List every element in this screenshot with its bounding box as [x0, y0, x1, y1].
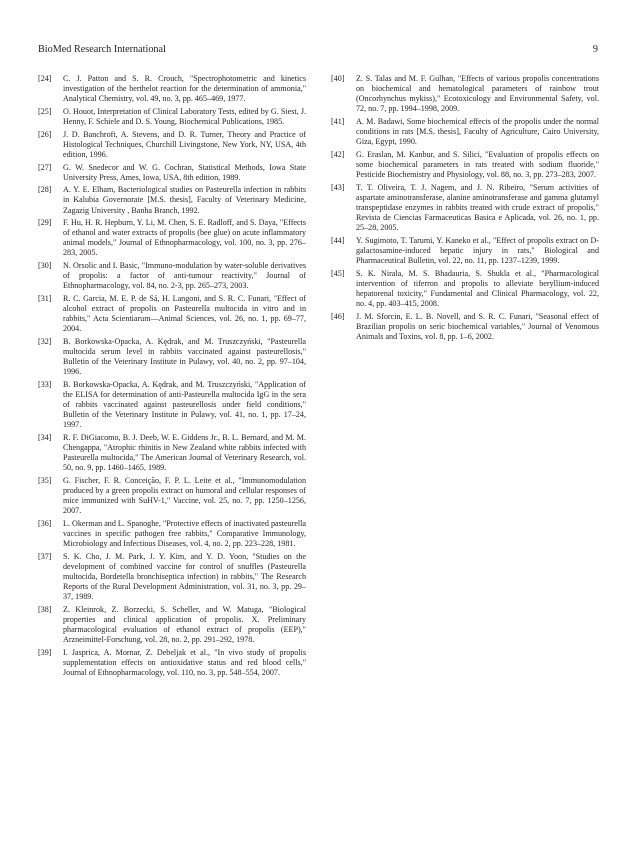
reference-number: [42]	[331, 149, 345, 159]
reference-number: [37]	[38, 551, 52, 561]
reference-item	[331, 74, 599, 114]
reference-number: [38]	[38, 604, 52, 614]
reference-item	[38, 552, 306, 602]
reference-text: B. Borkowska-Opacka, A. Kędrak, and M. Truszczyński, "Application of the ELISA for determination of anti-Pasteurella multocida IgG in the sera of rabbits vaccinated against pasteurellosis under field conditions," Bulletin of the Veterinary Institute in Pulawy, vol. 41, no. 1, pp. 17–24, 1997.	[63, 379, 306, 430]
reference-text: T. T. Oliveira, T. J. Nagem, and J. N. Ribeiro, "Serum activities of aspartate aminotransferase, alanine aminotransferase and gamma glutamyl transpeptidase enzymes in rabbits treated with crude extract of propolis," Revista de Ciencias Farmaceuticas Basica e Aplicada, vol. 26, no. 1, pp. 25–28, 2005.	[356, 182, 599, 233]
reference-text: N. Orsolic and I. Basic, "Immuno-modulation by water-soluble derivatives of propolis: a factor of anti-tumour reactivity," Journal of Ethnopharmacology, vol. 84, no. 2-3, pp. 265–273, 2003.	[63, 261, 306, 291]
reference-item	[38, 261, 306, 291]
reference-text: S. K. Nirala, M. S. Bhadauria, S. Shukla et al., "Pharmacological intervention of tiferron and propolis to alleviate beryllium-induced hepatorenal toxicity," Fundamental and Clinical Pharmacology, vol. 22, no. 4, pp. 403–415, 2008.	[356, 268, 599, 308]
reference-number: [31]	[38, 294, 52, 304]
reference-item	[331, 269, 599, 309]
references-left-column	[38, 74, 306, 681]
reference-number: [24]	[38, 74, 52, 83]
reference-item	[38, 107, 306, 127]
reference-text: G. W. Snedecor and W. G. Cochran, Statistical Methods, Iowa State University Press, Ames, Iowa, USA, 8th edition, 1989.	[63, 162, 306, 182]
reference-text: G. Fischer, F. R. Conceição, F. P. L. Leite et al., "Immunomodulation produced by a green propolis extract on humoral and cellular responses of mice immunized with SuHV-1," Vaccine, vol. 25, no. 7, pp. 1250–1256, 2007.	[63, 476, 306, 516]
reference-text: R. C. Garcia, M. E. P. de Sá, H. Langoni, and S. R. C. Funari, "Effect of alcohol extract of propolis on Pasteurella multocida in vitro and in rabbits," Acta Scientiarum—Animal Sciences, vol. 26, no. 1, pp. 69–77, 2004.	[63, 294, 306, 334]
reference-item	[331, 236, 599, 266]
reference-number: [28]	[38, 185, 52, 195]
reference-item	[38, 74, 306, 104]
reference-item	[38, 163, 306, 183]
reference-number: [46]	[331, 311, 345, 321]
reference-text: A. M. Badawi, Some biochemical effects of the propolis under the normal conditions in rats [M.S. thesis], Faculty of Agriculture, Cairo University, Giza, Egypt, 1990.	[356, 116, 599, 147]
reference-text: G. Eraslan, M. Kanbur, and S. Silici, "Evaluation of propolis effects on some biochemical parameters in rats treated with sodium fluoride," Pesticide Biochemistry and Physiology, vol. 88, no. 3, pp. 273–283, 2007.	[356, 149, 599, 180]
reference-number: [29]	[38, 218, 52, 228]
reference-number: [34]	[38, 433, 52, 443]
reference-item	[38, 294, 306, 334]
reference-text: Z. Kleinrok, Z. Borzecki, S. Scheller, and W. Matuga, "Biological properties and clinical application of propolis. X. Preliminary pharmacological evaluation of ethanol extract of propolis (EEP)," Arzneimittel-Forschung, vol. 28, no. 2, pp. 291–292, 1978.	[63, 604, 306, 645]
reference-item	[331, 150, 599, 180]
reference-item	[38, 648, 306, 678]
reference-text: C. J. Patton and S. R. Crouch, "Spectrophotometric and kinetics investigation of the berthelot reaction for the determination of ammonia," Analytical Chemistry, vol. 49, no. 3, pp. 465–469, 1977.	[63, 74, 306, 104]
reference-number: [33]	[38, 379, 52, 389]
reference-item	[331, 312, 599, 342]
reference-item	[38, 380, 306, 430]
reference-item	[38, 519, 306, 549]
reference-text: L. Okerman and L. Spanoghe, "Protective effects of inactivated pasteurella vaccines in specific pathogen free rabbits," Comparative Immunology, Microbiology and Infectious Diseases, vol. 4, no. 2, pp. 223–228, 1981.	[63, 518, 306, 549]
reference-item	[38, 605, 306, 645]
reference-item	[38, 130, 306, 160]
reference-number: [26]	[38, 129, 52, 139]
reference-item	[38, 185, 306, 215]
reference-text: S. K. Cho, J. M. Park, J. Y. Kim, and Y. D. Yoon, "Studies on the development of combined vaccine for control of snuffles (Pasteurella multocida, Bordetella bronchiseptica infection) in rabbits," The Research Reports of the Rural Development Administration, vol. 31, no. 3, pp. 29–37, 1989.	[63, 551, 306, 602]
reference-number: [41]	[331, 116, 345, 126]
reference-item	[331, 183, 599, 233]
reference-text: Z. S. Talas and M. F. Gulhan, "Effects of various propolis concentrations on biochemical and hematological parameters of rainbow trout (Oncorhynchus mykiss)," Ecotoxicology and Environmental Safety, vol. 72, no. 7, pp. 1994–1998, 2009.	[356, 74, 599, 114]
reference-text: J. D. Banchroft, A. Stevens, and D. R. Turner, Theory and Practice of Histological Techniques, Churchill Livingstone, New York, NY, USA, 4th edition, 1996.	[63, 129, 306, 159]
reference-text: O. Houot, Interpretation of Clinical Laboratory Tests, edited by G. Siest, J. Henny, F. Schiele and D. S. Young, Biochemical Publications, 1985.	[63, 106, 306, 126]
reference-text: A. Y. E. Elham, Bacteriological studies on Pasteurella infection in rabbits in Kalubia Governorate [M.S. thesis], Faculty of Veterinary Medicine, Zagazig University , Banha Branch, 1992.	[63, 185, 306, 215]
reference-number: [27]	[38, 162, 52, 172]
reference-item	[38, 433, 306, 473]
page-number: 9	[592, 44, 598, 55]
page-header	[38, 44, 598, 60]
reference-text: F. Hu, H. R. Hepburn, Y. Li, M. Chen, S. E. Radloff, and S. Daya, "Effects of ethanol and water extracts of propolis (bee glue) on acute inflammatory animal models," Journal of Ethnopharmacology, vol. 100, no. 3, pp. 276–283, 2005.	[63, 218, 306, 258]
reference-number: [35]	[38, 476, 52, 485]
reference-text: I. Jasprica, A. Mornar, Z. Debeljak et al., "In vivo study of propolis supplementation effects on antioxidative status and red blood cells," Journal of Ethnopharmacology, vol. 110, no. 3, pp. 548–554, 2007.	[63, 647, 306, 678]
reference-item	[331, 117, 599, 147]
reference-number: [30]	[38, 261, 52, 271]
reference-number: [36]	[38, 518, 52, 528]
reference-text: Y. Sugimoto, T. Tarumi, Y. Kaneko et al., "Effect of propolis extract on D-galactosamine-induced hepatic injury in rats," Biological and Pharmaceutical Bulletin, vol. 22, no. 11, pp. 1237–1239, 1999.	[356, 235, 599, 265]
journal-title: BioMed Research International	[38, 44, 166, 55]
reference-number: [40]	[331, 74, 345, 83]
references-right-column	[331, 74, 599, 345]
reference-item	[38, 337, 306, 377]
reference-item	[38, 218, 306, 258]
reference-number: [32]	[38, 337, 52, 346]
reference-number: [44]	[331, 235, 345, 245]
reference-text: R. F. DiGiacomo, B. J. Deeb, W. E. Giddens Jr., B. L. Bernard, and M. M. Chengappa, "Atrophic rhinitis in New Zealand white rabbits infected with Pasteurella multocida," The American Journal of Veterinary Research, vol. 50, no. 9, pp. 1460–1465, 1989.	[63, 433, 306, 473]
reference-number: [43]	[331, 182, 345, 192]
reference-text: B. Borkowska-Opacka, A. Kędrak, and M. Truszczyński, "Pasteurella multocida serum level in rabbits vaccinated against pasteurellosis," Bulletin of the Veterinary Institute in Pulawy, vol. 40, no. 2, pp. 97–104, 1996.	[63, 337, 306, 377]
reference-number: [25]	[38, 106, 52, 116]
reference-text: J. M. Sforcin, E. L. B. Novell, and S. R. C. Funari, "Seasonal effect of Brazilian propolis on seric biochemical variables," Journal of Venomous Animals and Toxins, vol. 8, pp. 1–6, 2002.	[356, 311, 599, 341]
reference-number: [45]	[331, 268, 345, 278]
reference-number: [39]	[38, 647, 52, 657]
reference-item	[38, 476, 306, 516]
